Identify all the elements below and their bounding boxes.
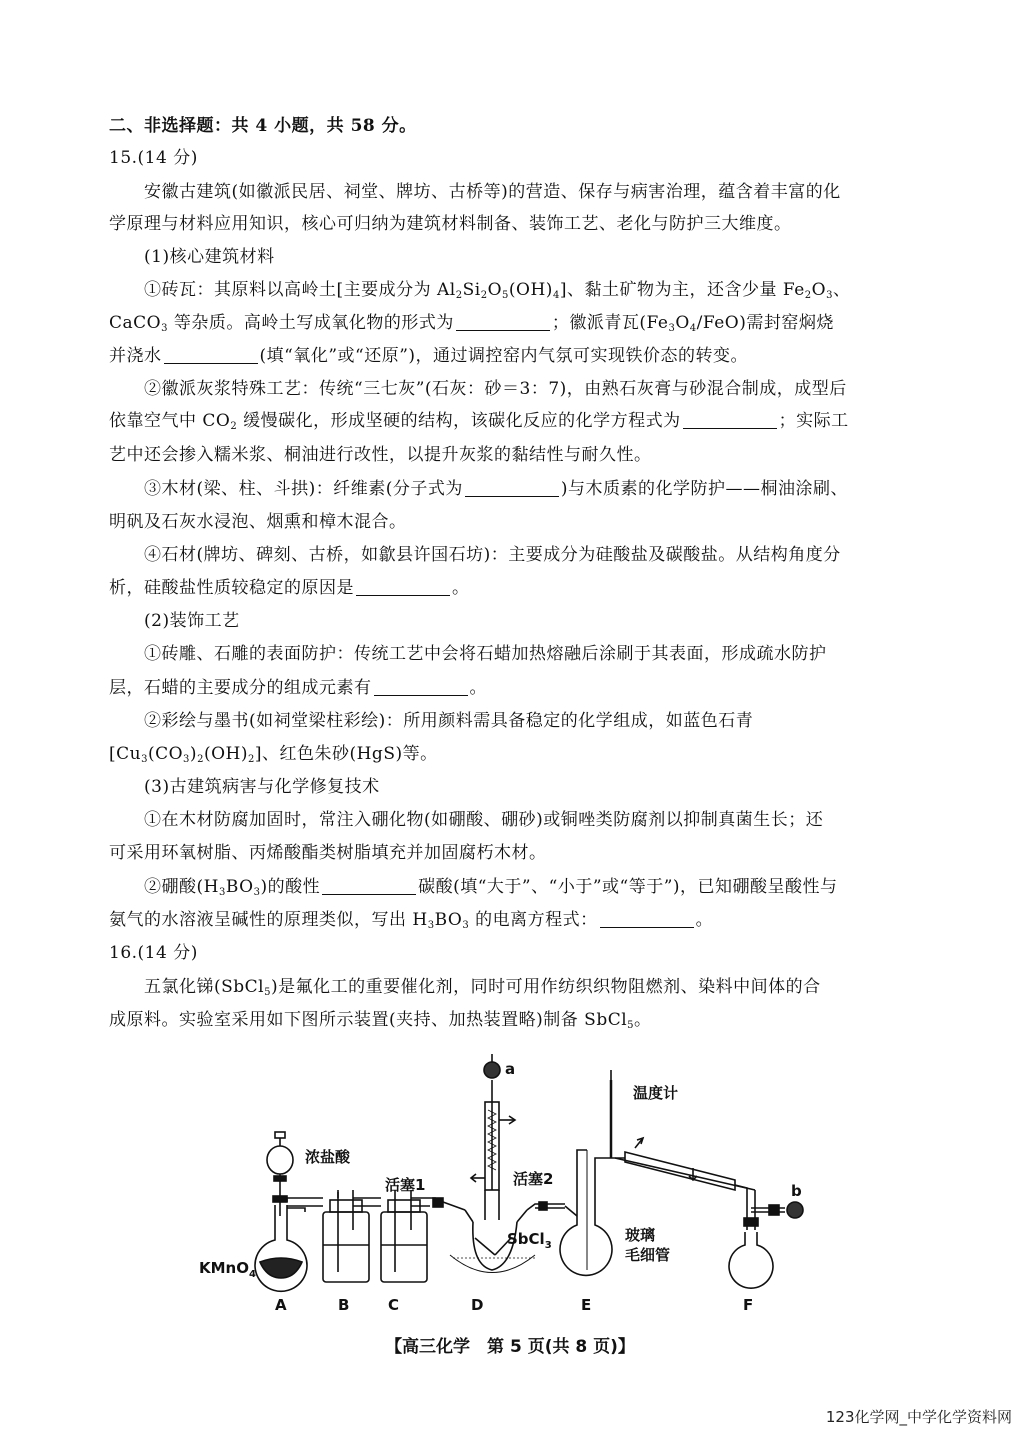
q15-intro-line1: 安徽古建筑(如徽派民居、祠堂、牌坊、古桥等)的营造、保存与病害治理，蕴含着丰富的化 bbox=[144, 182, 841, 202]
answer-blank-silicate-stability[interactable] bbox=[356, 578, 450, 596]
q16-number: 16.(14 分) bbox=[109, 943, 198, 963]
q15-p3b-line2: 氨气的水溶液呈碱性的原理类似，写出 $H_3BO_3$ 的电离方程式： 。 bbox=[109, 910, 714, 931]
letter-d: D bbox=[471, 1296, 484, 1314]
q15-part1-title: (1)核心建筑材料 bbox=[144, 247, 275, 267]
answer-blank-acidity-compare[interactable] bbox=[322, 877, 416, 895]
apparatus-f bbox=[729, 1202, 803, 1288]
q15-p2a-line2: 层，石蜡的主要成分的组成元素有 。 bbox=[109, 678, 487, 698]
q15-p3a-line2: 可采用环氧树脂、丙烯酸酯类树脂填充并加固腐朽木材。 bbox=[109, 843, 547, 863]
q15-p2b-line1: ②彩绘与墨书(如祠堂梁柱彩绘)：所用颜料需具备稳定的化学组成，如蓝色石青 bbox=[144, 711, 754, 731]
answer-blank-kaolin-oxide[interactable] bbox=[456, 313, 550, 331]
apparatus-e bbox=[560, 1070, 643, 1275]
q15-p3a-line1: ①在木材防腐加固时，常注入硼化物(如硼酸、硼砂)或铜唑类防腐剂以抑制真菌生长；还 bbox=[144, 810, 824, 830]
q15-p2b-line2: $[Cu_3(CO_3)_2(OH)_2]$、红色朱砂(HgS)等。 bbox=[109, 744, 438, 765]
answer-blank-cellulose-formula[interactable] bbox=[465, 479, 559, 497]
q15-p2a-line1: ①砖雕、石雕的表面防护：传统工艺中会将石蜡加热熔融后涂刷于其表面，形成疏水防护 bbox=[144, 644, 827, 664]
q15-p1b-line1: ②徽派灰浆特殊工艺：传统“三七灰”(石灰：砂＝3：7)，由熟石灰膏与砂混合制成，成型后 bbox=[144, 379, 847, 399]
apparatus-c bbox=[381, 1190, 435, 1282]
label-stopcock2: 活塞2 bbox=[513, 1170, 554, 1188]
letter-b: B bbox=[338, 1296, 350, 1314]
letter-e: E bbox=[581, 1296, 592, 1314]
answer-blank-carbonation-equation[interactable] bbox=[683, 411, 777, 429]
q15-p1b-line2: 依靠空气中 $CO_2$ 缓慢碳化，形成坚硬的结构，该碳化反应的化学方程式为 ；实际工 bbox=[109, 411, 849, 432]
q15-p1a-line2: CaCO$_3$ 等杂质。高岭土写成氧化物的形式为 ；徽派青瓦$(Fe_3O_4/FeO)$需封窑焖烧 bbox=[109, 313, 834, 334]
q15-part3-title: (3)古建筑病害与化学修复技术 bbox=[144, 777, 380, 797]
q15-p1d-line2: 析，硅酸盐性质较稳定的原因是 。 bbox=[109, 578, 470, 598]
watermark-text: 123化学网_中学化学资料网 bbox=[825, 1408, 1012, 1426]
q15-p1c-line1: ③木材(梁、柱、斗拱)：纤维素(分子式为 )与木质素的化学防护——桐油涂刷、 bbox=[144, 479, 849, 499]
label-thermometer: 温度计 bbox=[633, 1084, 679, 1102]
q15-p3b-line1: ②硼酸$(H_3BO_3)$的酸性 碳酸(填“大于”、“小于”或“等于”)，已知硼酸呈酸性与 bbox=[144, 877, 838, 898]
label-kmno4: KMnO$_4$ bbox=[199, 1259, 256, 1280]
page-footer: 【高三化学 第 5 页(共 8 页)】 bbox=[385, 1337, 635, 1357]
q15-p1a-line1: ①砖瓦：其原料以高岭土[主要成分为 $Al_2Si_2O_5(OH)_4$]、黏土矿物为主，还含少量 $Fe_2O_3$、 bbox=[144, 280, 851, 301]
label-capillary: 毛细管 bbox=[625, 1246, 671, 1264]
label-glass: 玻璃 bbox=[625, 1226, 656, 1244]
label-stopcock1: 活塞1 bbox=[385, 1176, 426, 1194]
answer-blank-ionization-equation[interactable] bbox=[600, 910, 694, 928]
apparatus-a bbox=[255, 1132, 307, 1291]
label-a: a bbox=[505, 1060, 516, 1078]
q15-number: 15.(14 分) bbox=[109, 148, 198, 168]
q15-p1c-line2: 明矾及石灰水浸泡、烟熏和樟木混合。 bbox=[109, 512, 407, 532]
letter-a: A bbox=[275, 1296, 287, 1314]
condenser bbox=[615, 1152, 758, 1230]
q16-intro-line1: 五氯化锑(SbCl$_5$)是氟化工的重要催化剂，同时可用作纺织织物阻燃剂、染料中间体的合 bbox=[144, 977, 821, 998]
q15-p1d-line1: ④石材(牌坊、碑刻、古桥，如歙县许国石坊)：主要成分为硅酸盐及碳酸盐。从结构角度分 bbox=[144, 545, 841, 565]
apparatus-diagram bbox=[195, 1040, 835, 1320]
q15-p1b-line3: 艺中还会掺入糯米浆、桐油进行改性，以提升灰浆的黏结性与耐久性。 bbox=[109, 445, 652, 465]
letter-c: C bbox=[388, 1296, 400, 1314]
section-heading: 二、非选择题：共 4 小题，共 58 分。 bbox=[109, 116, 417, 136]
answer-blank-redox[interactable] bbox=[164, 346, 258, 364]
q15-part2-title: (2)装饰工艺 bbox=[144, 611, 240, 631]
letter-f: F bbox=[743, 1296, 754, 1314]
label-hcl: 浓盐酸 bbox=[305, 1148, 351, 1166]
apparatus-b bbox=[323, 1190, 381, 1282]
label-sbcl3: SbCl$_3$ bbox=[507, 1230, 552, 1251]
q16-intro-line2: 成原料。实验室采用如下图所示装置(夹持、加热装置略)制备 SbCl$_5$。 bbox=[109, 1010, 652, 1031]
label-b: b bbox=[791, 1182, 802, 1200]
answer-blank-paraffin-elements[interactable] bbox=[374, 678, 468, 696]
q15-intro-line2: 学原理与材料应用知识，核心可归纳为建筑材料制备、装饰工艺、老化与防护三大维度。 bbox=[109, 214, 792, 234]
q15-p1a-line3: 并浇水 (填“氧化”或“还原”)，通过调控窑内气氛可实现铁价态的转变。 bbox=[109, 346, 749, 366]
